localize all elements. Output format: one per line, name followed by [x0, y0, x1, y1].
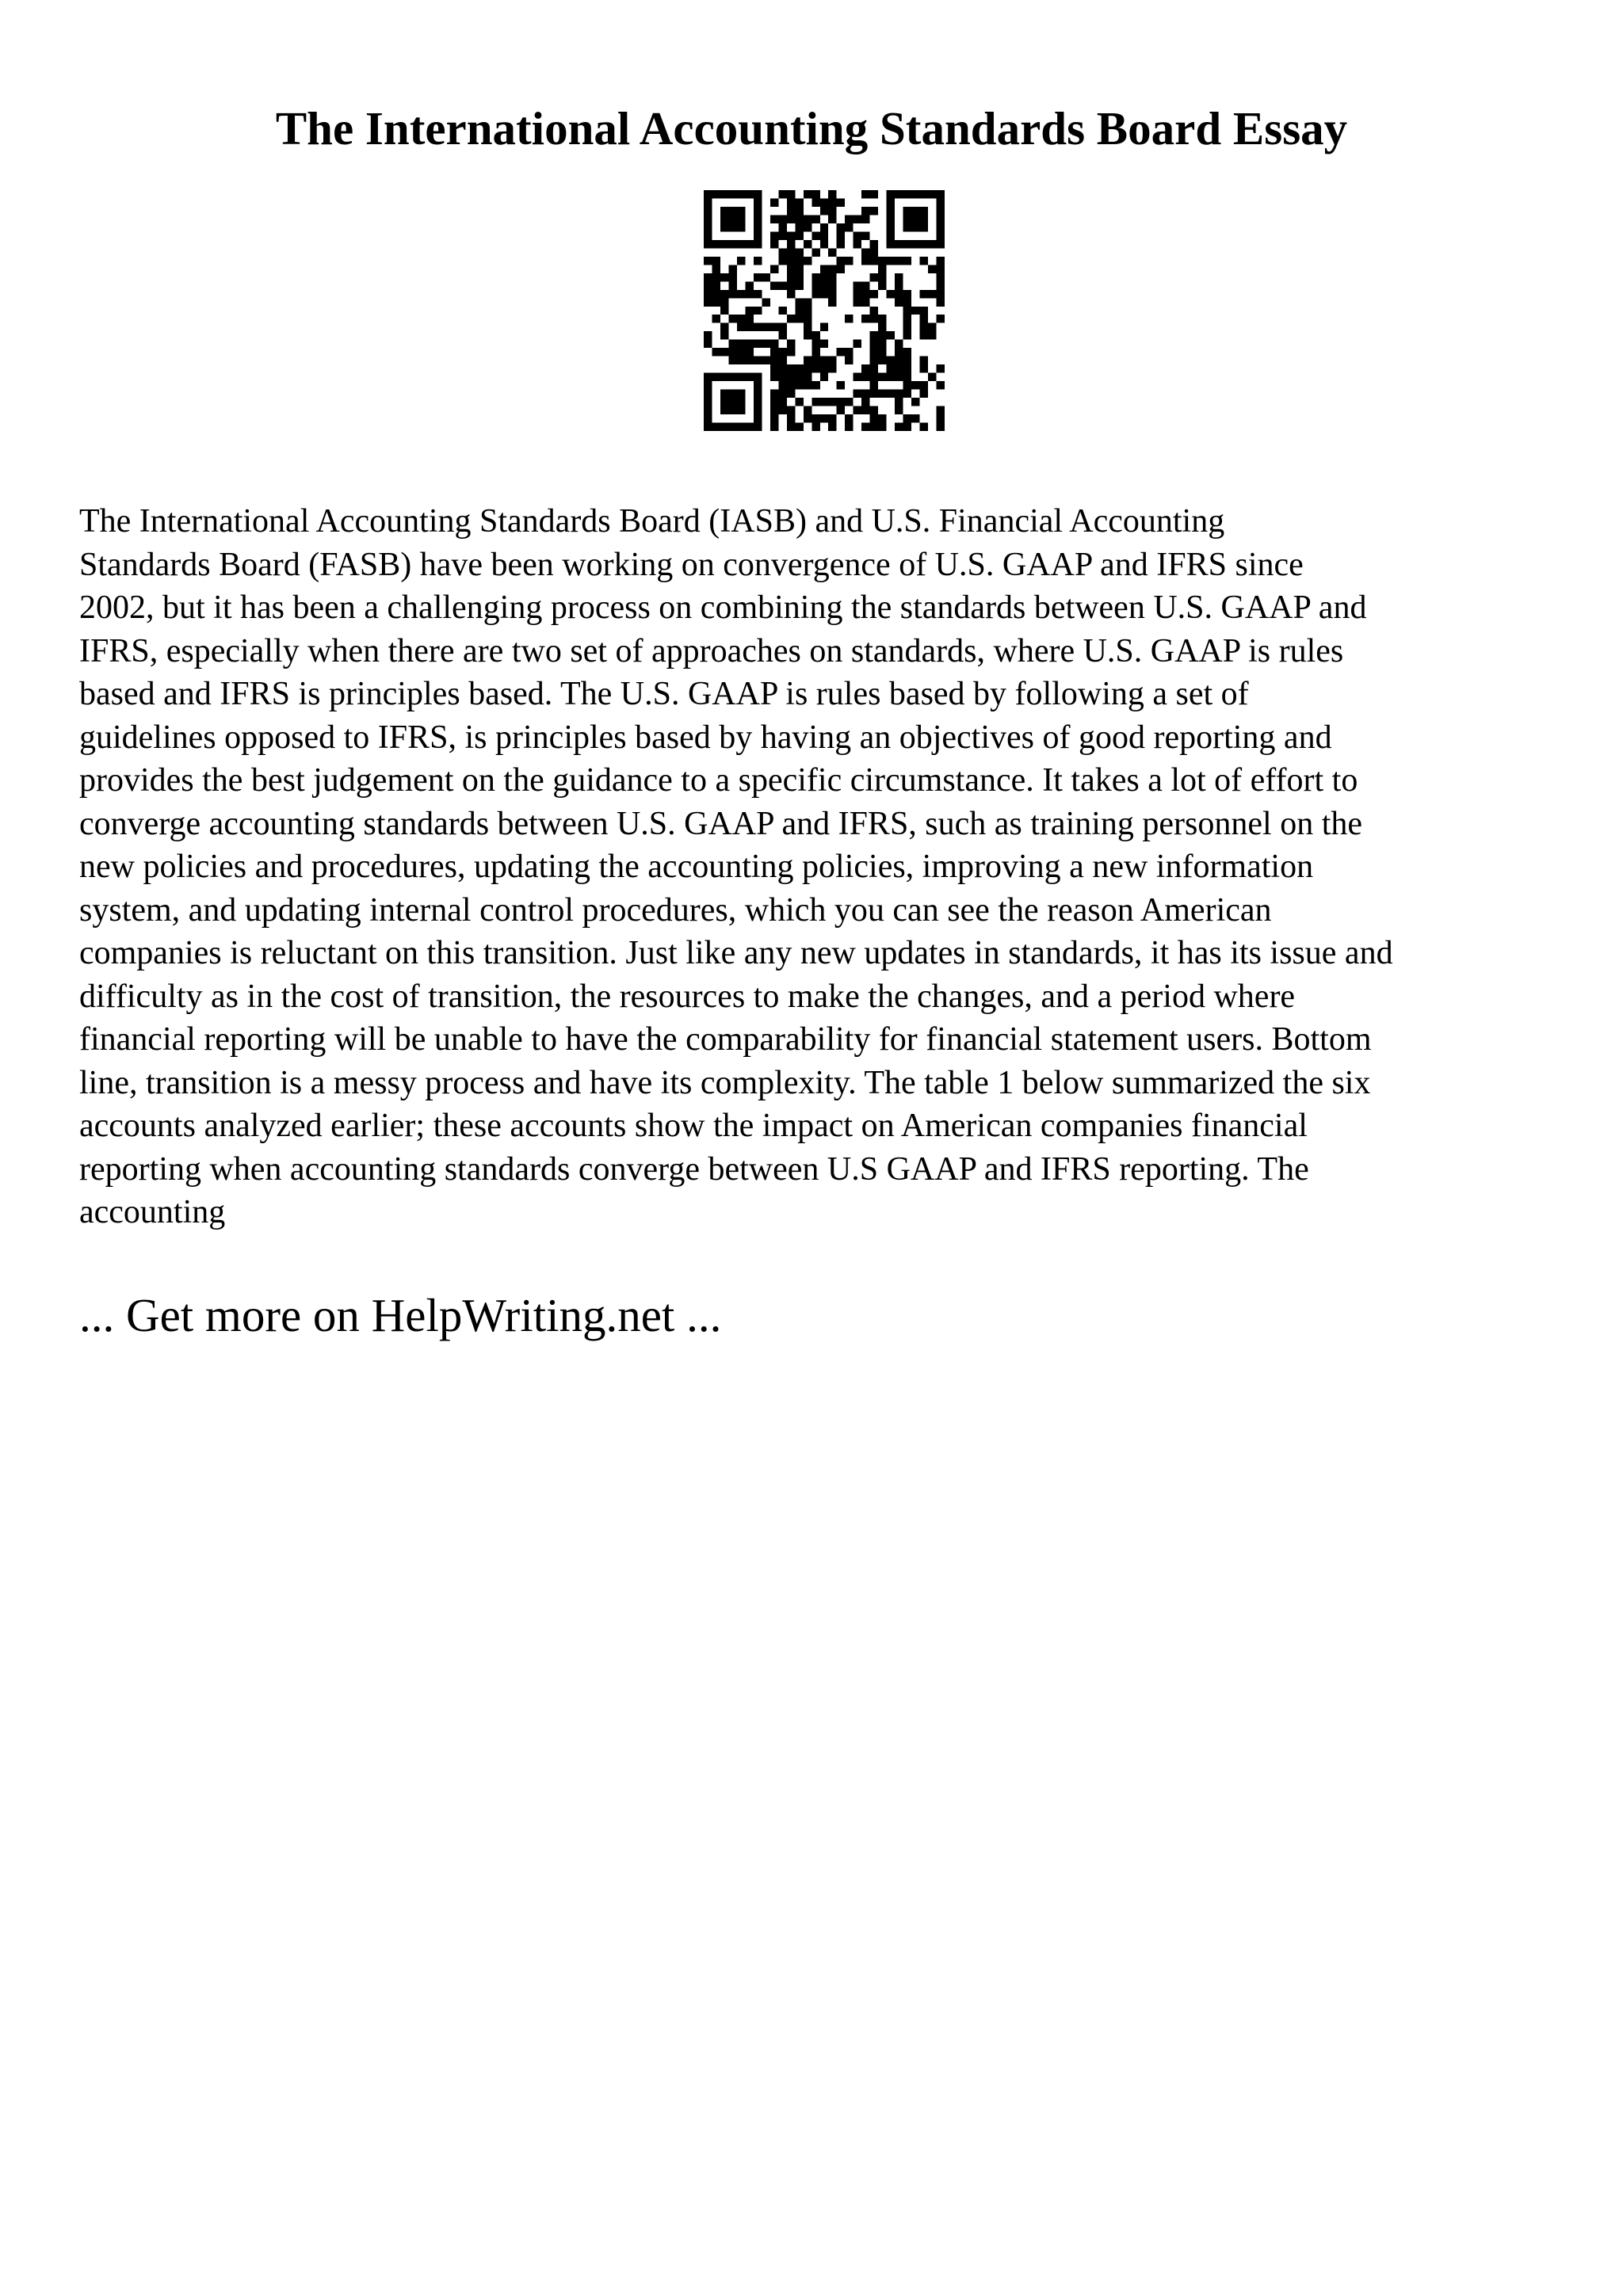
document-title: The International Accounting Standards Board Essay [275, 102, 1348, 154]
get-more-link[interactable]: ... Get more on HelpWriting.net ... [79, 1289, 722, 1341]
qr-code-icon[interactable] [704, 190, 945, 431]
qr-code-graphic [704, 190, 945, 431]
essay-excerpt: The International Accounting Standards Board (IASB) and U.S. Financial Accounting Standards Board (FASB) have been working on convergence of U.S. GAAP and IFRS since 2002, but it has been a challenging process on combining the standards between U.S. GAAP and IFRS, especially when there are two set of approaches on standards, where U.S. GAAP is rules based and IFRS is principles based. The U.S. GAAP is rules based by following a set of guidelines opposed to IFRS, is principles based by having an objectives of good reporting and provides the best judgement on the guidance to a specific circumstance. It takes a lot of effort to converge accounting standards between U.S. GAAP and IFRS, such as training personnel on the new policies and procedures, updating the accounting policies, improving a new information system, and updating internal control procedures, which you can see the reason American companies is reluctant on this transition. Just like any new updates in standards, it has its issue and difficulty as in the cost of transition, the resources to make the changes, and a period where financial reporting will be unable to have the comparability for financial statement users. Bottom line, transition is a messy process and have its complexity. The table 1 below summarized the six accounts analyzed earlier; these accounts show the impact on American companies financial reporting when accounting standards converge between U.S GAAP and IFRS reporting. The accounting [79, 503, 1393, 1230]
